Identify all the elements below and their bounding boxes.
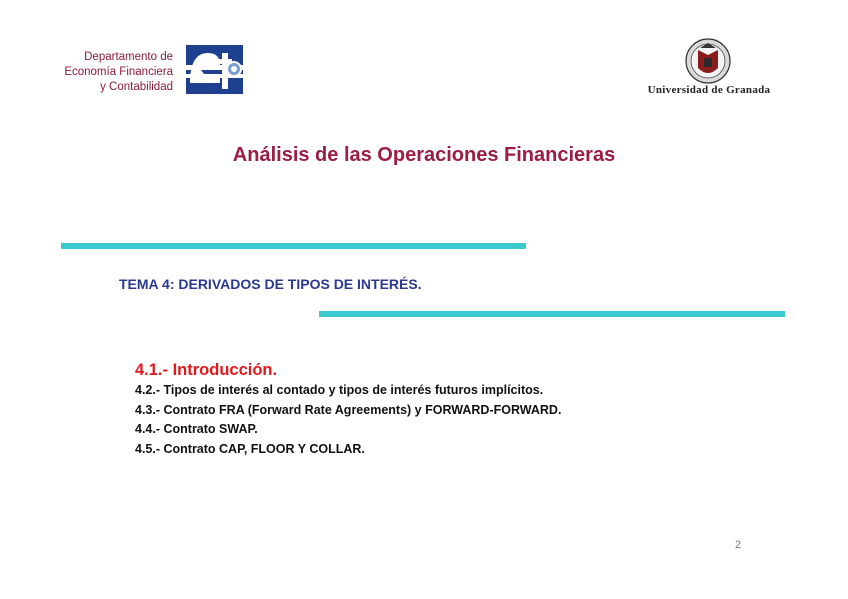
page-number: 2: [735, 539, 742, 551]
university-name: Universidad de Granada: [647, 84, 771, 96]
table-of-contents: [135, 359, 561, 459]
accent-bar-bottom: [319, 311, 785, 317]
department-line-3: y Contabilidad: [100, 81, 173, 93]
toc-item-contrato-fra: 4.3.- Contrato FRA (Forward Rate Agreements) y FORWARD-FORWARD.: [135, 402, 562, 417]
slide-title: Análisis de las Operaciones Financieras: [232, 144, 616, 166]
toc-item-tipos-interes: 4.2.- Tipos de interés al contado y tipos de interés futuros implícitos.: [135, 383, 544, 397]
department-line-2: Economía Financiera: [64, 66, 173, 78]
topic-heading: TEMA 4: DERIVADOS DE TIPOS DE INTERÉS.: [119, 276, 422, 292]
toc-item-contrato-swap: 4.4.- Contrato SWAP.: [135, 422, 258, 436]
university-crest-icon: [683, 38, 733, 84]
department-name: [58, 50, 173, 95]
toc-item-introduccion: 4.1.- Introducción.: [135, 361, 278, 379]
department-line-1: Departamento de: [84, 51, 173, 63]
toc-item-contrato-cap: 4.5.- Contrato CAP, FLOOR Y COLLAR.: [135, 441, 365, 456]
accent-bar-top: [61, 243, 526, 249]
department-logo-icon: [186, 45, 243, 94]
